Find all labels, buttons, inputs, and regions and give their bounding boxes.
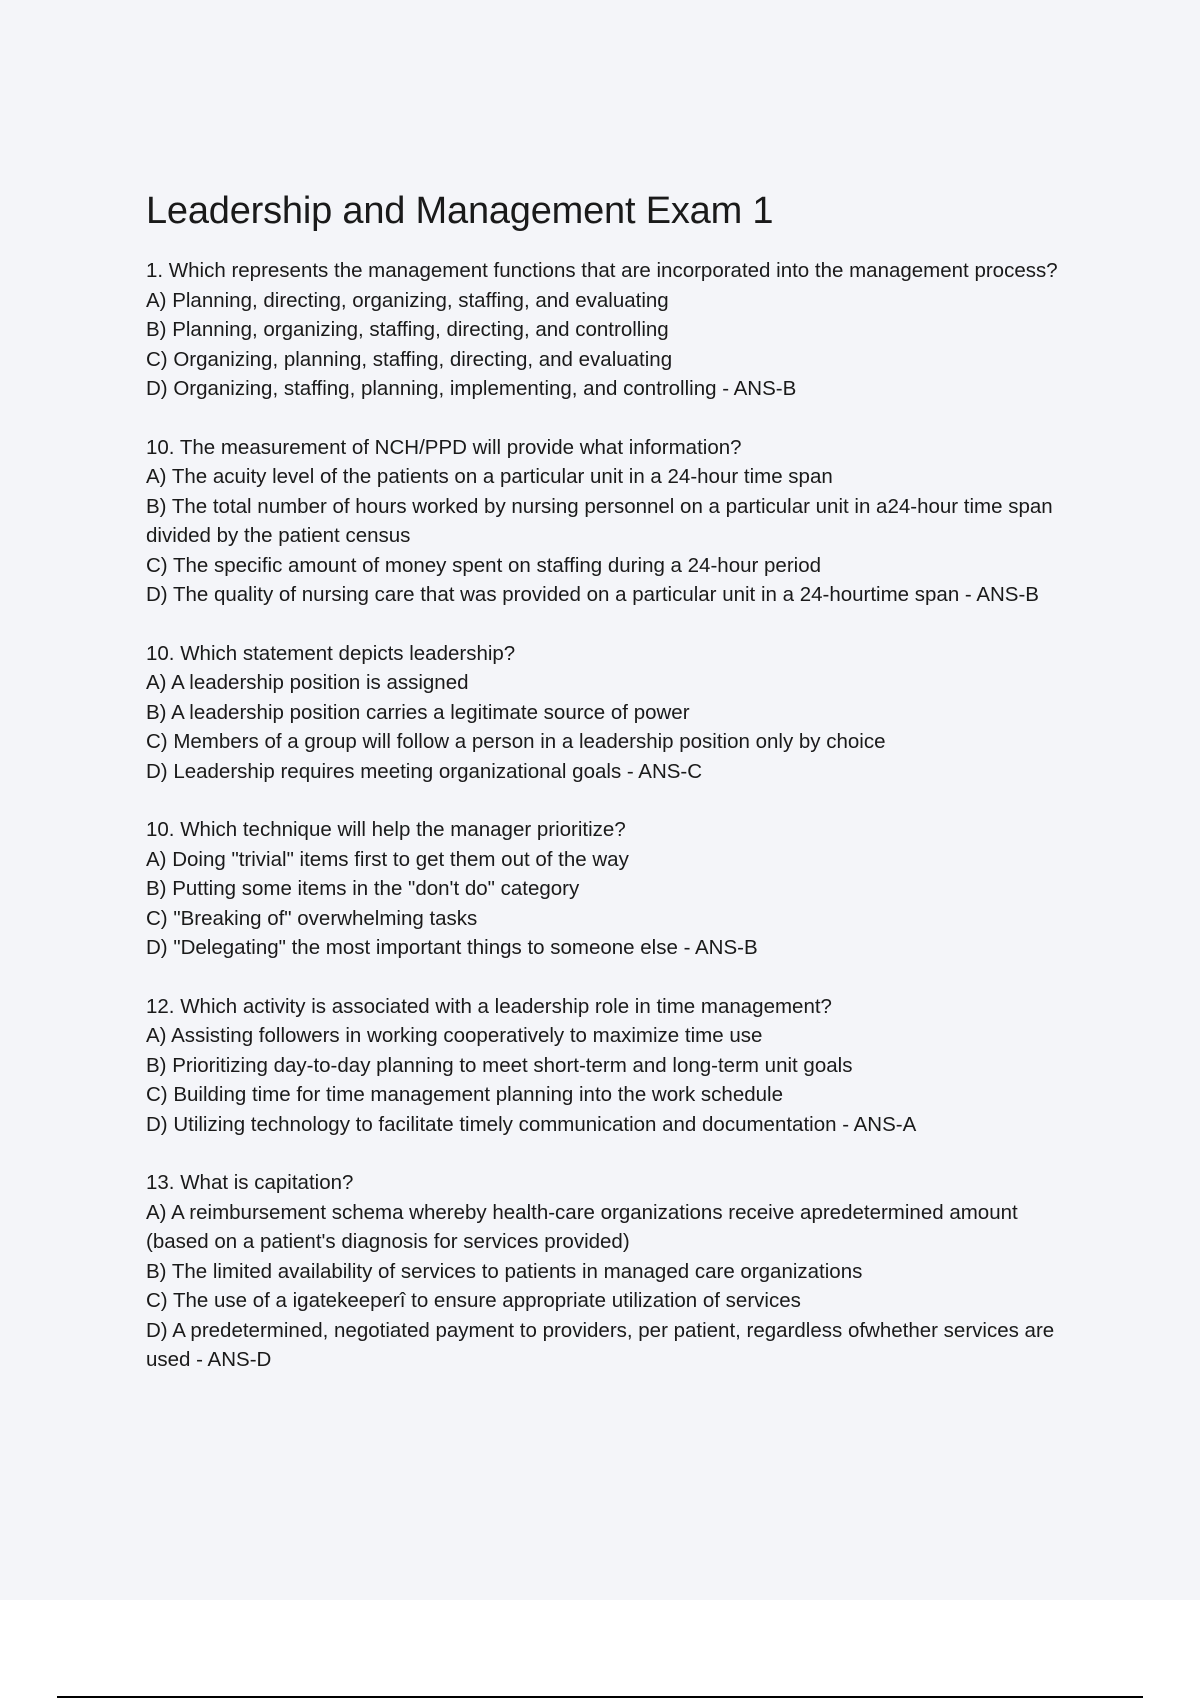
- answer-option: A) Assisting followers in working cooperatively to maximize time use: [146, 1024, 763, 1047]
- question-stem: 10. Which technique will help the manager prioritize?: [146, 818, 626, 841]
- question-stem: 13. What is capitation?: [146, 1171, 354, 1194]
- answer-option: C) The specific amount of money spent on staffing during a 24-hour period: [146, 553, 821, 577]
- answer-option: B) Prioritizing day-to-day planning to meet short-term and long-term unit goals: [146, 1053, 853, 1077]
- answer-option: D) Organizing, staffing, planning, implementing, and controlling - ANS-B: [146, 377, 797, 400]
- answer-option: C) Building time for time management planning into the work schedule: [146, 1083, 783, 1106]
- answer-option: B) Planning, organizing, staffing, directing, and controlling: [146, 318, 669, 341]
- answer-option: A) A reimbursement schema whereby health-care organizations receive apredetermined amount (based on a patient's diagnosis for services provided): [146, 1200, 1018, 1253]
- document-content: [146, 186, 1086, 1404]
- answer-option: A) The acuity level of the patients on a particular unit in a 24-hour time span: [146, 465, 833, 488]
- question-stem: 1. Which represents the management functions that are incorporated into the management process?: [146, 259, 1058, 282]
- answer-option: C) Members of a group will follow a person in a leadership position only by choice: [146, 730, 886, 753]
- answer-option: A) Planning, directing, organizing, staffing, and evaluating: [146, 288, 669, 312]
- question-block: [146, 815, 1086, 963]
- document-title: Leadership and Management Exam 1: [146, 190, 774, 232]
- answer-option: B) The limited availability of services to patients in managed care organizations: [146, 1259, 863, 1283]
- answer-option: D) A predetermined, negotiated payment to providers, per patient, regardless ofwhether services are used - ANS-D: [146, 1318, 1055, 1371]
- question-block: [146, 992, 1086, 1140]
- answer-option: D) Utilizing technology to facilitate timely communication and documentation - ANS-A: [146, 1112, 917, 1136]
- footer-divider: [57, 1696, 1143, 1698]
- answer-option: B) A leadership position carries a legitimate source of power: [146, 700, 690, 724]
- answer-option: A) A leadership position is assigned: [146, 671, 469, 694]
- answer-option: C) The use of a igatekeeperî to ensure appropriate utilization of services: [146, 1289, 801, 1312]
- question-block: [146, 256, 1086, 404]
- question-block: [146, 433, 1086, 610]
- answer-option: B) Putting some items in the "don't do" category: [146, 877, 580, 900]
- answer-option: D) Leadership requires meeting organizational goals - ANS-C: [146, 759, 703, 783]
- answer-option: D) "Delegating" the most important things to someone else - ANS-B: [146, 936, 758, 959]
- question-block: [146, 1168, 1086, 1375]
- question-block: [146, 639, 1086, 787]
- answer-option: C) Organizing, planning, staffing, directing, and evaluating: [146, 347, 673, 371]
- question-list: [146, 256, 1086, 1375]
- answer-option: D) The quality of nursing care that was provided on a particular unit in a 24-hourtime span - ANS-B: [146, 583, 1039, 606]
- question-stem: 10. The measurement of NCH/PPD will provide what information?: [146, 435, 742, 459]
- question-stem: 10. Which statement depicts leadership?: [146, 641, 516, 665]
- question-stem: 12. Which activity is associated with a leadership role in time management?: [146, 994, 832, 1018]
- answer-option: A) Doing "trivial" items first to get them out of the way: [146, 847, 629, 871]
- answer-option: C) "Breaking of" overwhelming tasks: [146, 906, 478, 930]
- answer-option: B) The total number of hours worked by nursing personnel on a particular unit in a24-hour time span divided by the patient census: [146, 494, 1053, 547]
